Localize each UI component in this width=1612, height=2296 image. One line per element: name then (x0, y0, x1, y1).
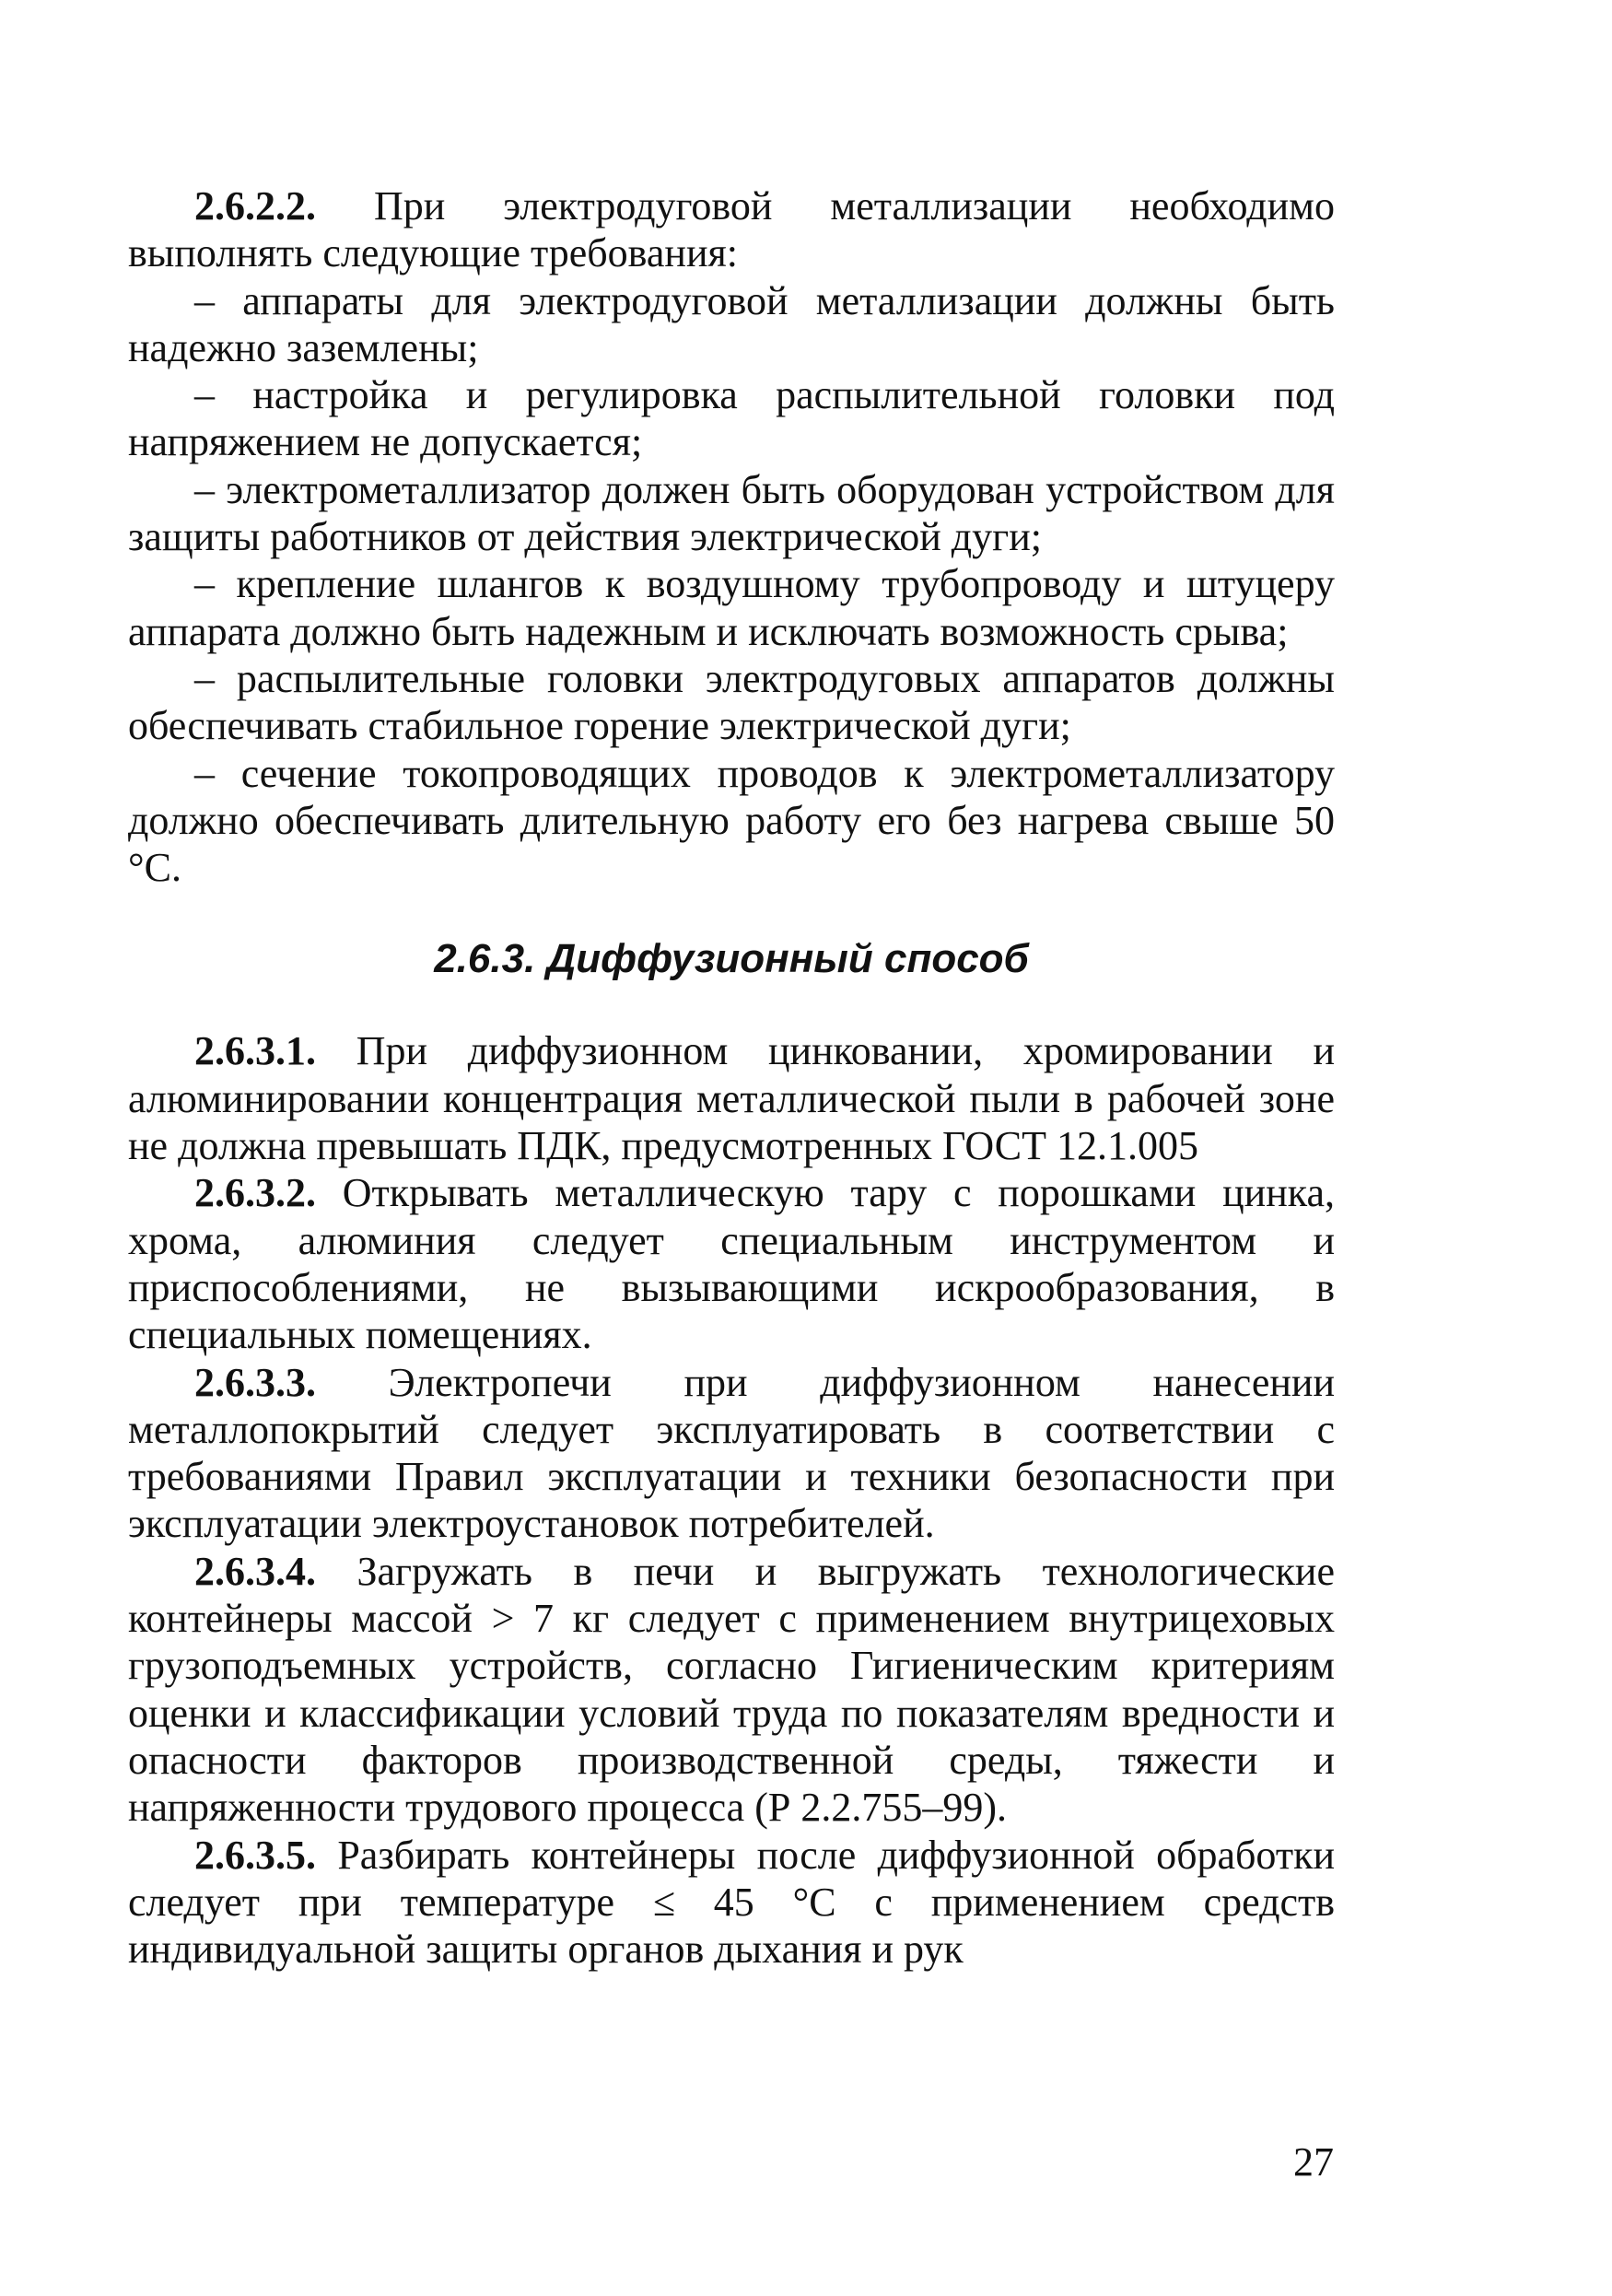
paragraph-2-6-3-1 (128, 1027, 1335, 1169)
paragraph-text: Открывать металлическую тару с порошками цинка, хрома, алюминия следует специальным инструментом и приспособлениями, не вызывающими искрообразования, в специальных помещениях. (128, 1170, 1335, 1358)
paragraph-2-6-3-3 (128, 1359, 1335, 1548)
clause-number: 2.6.3.1. (194, 1028, 316, 1074)
list-item: – аппараты для электродуговой металлизации должны быть надежно заземлены; (128, 277, 1335, 370)
clause-number: 2.6.3.2. (194, 1170, 316, 1216)
paragraph-2-6-3-2 (128, 1169, 1335, 1358)
section-heading: 2.6.3. Диффузионный способ (434, 936, 1029, 982)
paragraph-2-6-3-4 (128, 1548, 1335, 1832)
list-item: – электрометаллизатор должен быть оборудован устройством для защиты работников от действия электрической дуги; (128, 466, 1335, 560)
list-item: – распылительные головки электродуговых аппаратов должны обеспечивать стабильное горение электрической дуги; (128, 655, 1335, 749)
list-item: – сечение токопроводящих проводов к электрометаллизатору должно обеспечивать длительную работу его без нагрева свыше 50 °С. (128, 750, 1335, 891)
page-number: 27 (1293, 2139, 1334, 2185)
clause-number: 2.6.3.3. (194, 1359, 316, 1405)
list-item: – крепление шлангов к воздушному трубопроводу и штуцеру аппарата должно быть надежным и исключать возможность срыва; (128, 561, 1335, 654)
list-item: – настройка и регулировка распылительной головки под напряжением не допускается; (128, 372, 1335, 465)
paragraph-2-6-2-2 (128, 182, 1335, 277)
paragraph-text: При электродуговой металлизации необходимо выполнять следующие требования: (128, 183, 1335, 276)
paragraph-text: Загружать в печи и выгружать технологические контейнеры массой > 7 кг следует с применением внутрицеховых грузоподъемных устройств, согласно Гигиеническим критериям оценки и классификации условий труда по показателям вредности и опасности факторов производственной среды, тяжести и напряженности трудового процесса (Р 2.2.755–99). (128, 1548, 1335, 1831)
clause-number: 2.6.3.5. (194, 1832, 316, 1878)
paragraph-text: Электропечи при диффузионном нанесении металлопокрытий следует эксплуатировать в соответствии с требованиями Правил эксплуатации и техники безопасности при эксплуатации электроустановок потребителей. (128, 1359, 1335, 1547)
clause-number: 2.6.2.2. (194, 183, 316, 228)
paragraph-text: Разбирать контейнеры после диффузионной обработки следует при температуре ≤ 45 °С с применением средств индивидуальной защиты органов дыхания и рук (128, 1832, 1335, 1973)
clause-number: 2.6.3.4. (194, 1548, 316, 1594)
page-body (128, 182, 1335, 1973)
paragraph-2-6-3-5 (128, 1832, 1335, 1974)
paragraph-text: При диффузионном цинковании, хромировании и алюминировании концентрация металлической пыли в рабочей зоне не должна превышать ПДК, предусмотренных ГОСТ 12.1.005 (128, 1028, 1335, 1169)
